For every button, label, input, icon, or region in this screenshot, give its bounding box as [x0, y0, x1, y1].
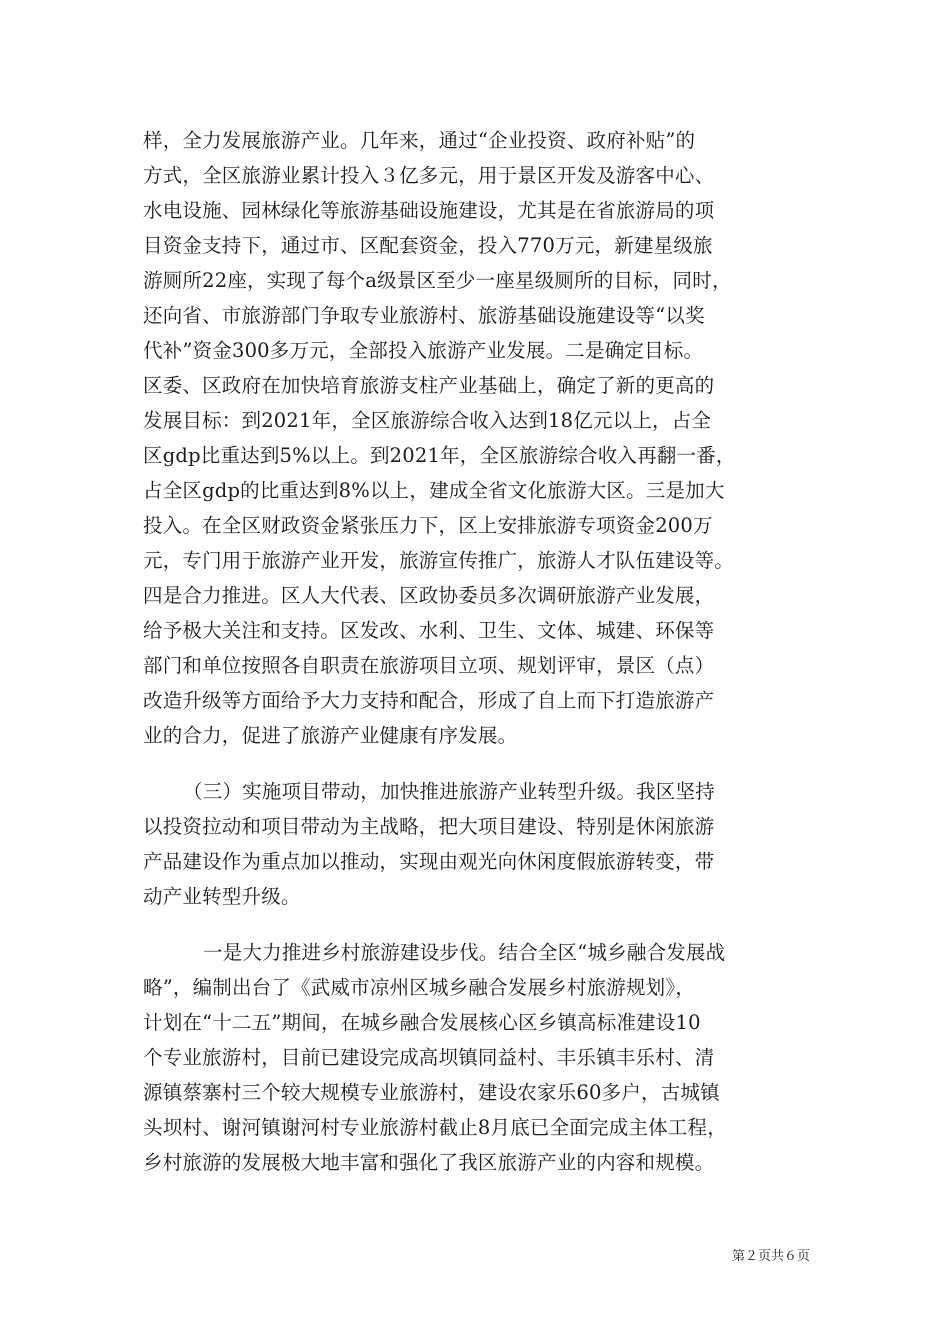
- text-line: 业的合力，促进了旅游产业健康有序发展。: [143, 724, 518, 747]
- text-line: 个专业旅游村，目前已建设完成高坝镇同益村、丰乐镇丰乐村、清: [143, 1046, 715, 1069]
- text-line: 动产业转型升级。: [143, 885, 301, 908]
- text-line: 改造升级等方面给予大力支持和配合，形成了自上而下打造旅游产: [143, 689, 715, 712]
- text-line: 略”，编制出台了《武威市凉州区城乡融合发展乡村旅游规划》，: [143, 976, 696, 999]
- text-line: 头坝村、谢河镇谢河村专业旅游村截止8月底已全面完成主体工程，: [143, 1116, 727, 1139]
- text-line: 计划在“十二五”期间，在城乡融合发展核心区乡镇高标准建设10: [143, 1011, 701, 1034]
- text-line: （三）实施项目带动，加快推进旅游产业转型升级。我区坚持: [183, 780, 715, 803]
- text-line: 方式，全区旅游业累计投入３亿多元，用于景区开发及游客中心、: [143, 164, 715, 187]
- text-line: 代补”资金300多万元，全部投入旅游产业发展。二是确定目标。: [143, 339, 704, 362]
- text-line: 源镇蔡寨村三个较大规模专业旅游村，建设农家乐60多户，古城镇: [143, 1081, 720, 1104]
- text-line: 游厕所22座，实现了每个a级景区至少一座星级厕所的目标，同时，: [143, 269, 732, 292]
- text-line: 产品建设作为重点加以推动，实现由观光向休闲度假旅游转变，带: [143, 850, 715, 873]
- page-number: 第２页共６页: [731, 1249, 810, 1264]
- text-line: 元，专门用于旅游产业开发，旅游宣传推广，旅游人才队伍建设等。: [143, 549, 735, 572]
- text-line: 水电设施、园林绿化等旅游基础设施建设，尤其是在省旅游局的项: [143, 199, 715, 222]
- text-line: 乡村旅游的发展极大地丰富和强化了我区旅游产业的内容和规模。: [143, 1151, 715, 1174]
- text-line: 投入。在全区财政资金紧张压力下，区上安排旅游专项资金200万: [143, 514, 713, 537]
- text-line: 样，全力发展旅游产业。几年来，通过“企业投资、政府补贴”的: [143, 129, 696, 152]
- text-line: 发展目标：到2021年，全区旅游综合收入达到18亿元以上，占全: [143, 409, 712, 432]
- text-line: 占全区gdp的比重达到8%以上，建成全省文化旅游大区。三是加大: [143, 479, 725, 502]
- text-line: 一是大力推进乡村旅游建设步伐。结合全区“城乡融合发展战: [203, 941, 726, 964]
- text-line: 给予极大关注和支持。区发改、水利、卫生、文体、城建、环保等: [143, 619, 715, 642]
- text-line: 目资金支持下，通过市、区配套资金，投入770万元，新建星级旅: [143, 234, 713, 257]
- text-line: 以投资拉动和项目带动为主战略，把大项目建设、特别是休闲旅游: [143, 815, 715, 838]
- text-line: 四是合力推进。区人大代表、区政协委员多次调研旅游产业发展，: [143, 584, 715, 607]
- text-line: 区委、区政府在加快培育旅游支柱产业基础上，确定了新的更高的: [143, 374, 715, 397]
- text-line: 区gdp比重达到5%以上。到2021年，全区旅游综合收入再翻一番，: [143, 444, 736, 467]
- text-line: 部门和单位按照各自职责在旅游项目立项、规划评审，景区（点）: [143, 654, 715, 677]
- text-line: 还向省、市旅游部门争取专业旅游村、旅游基础设施建设等“以奖: [143, 304, 705, 327]
